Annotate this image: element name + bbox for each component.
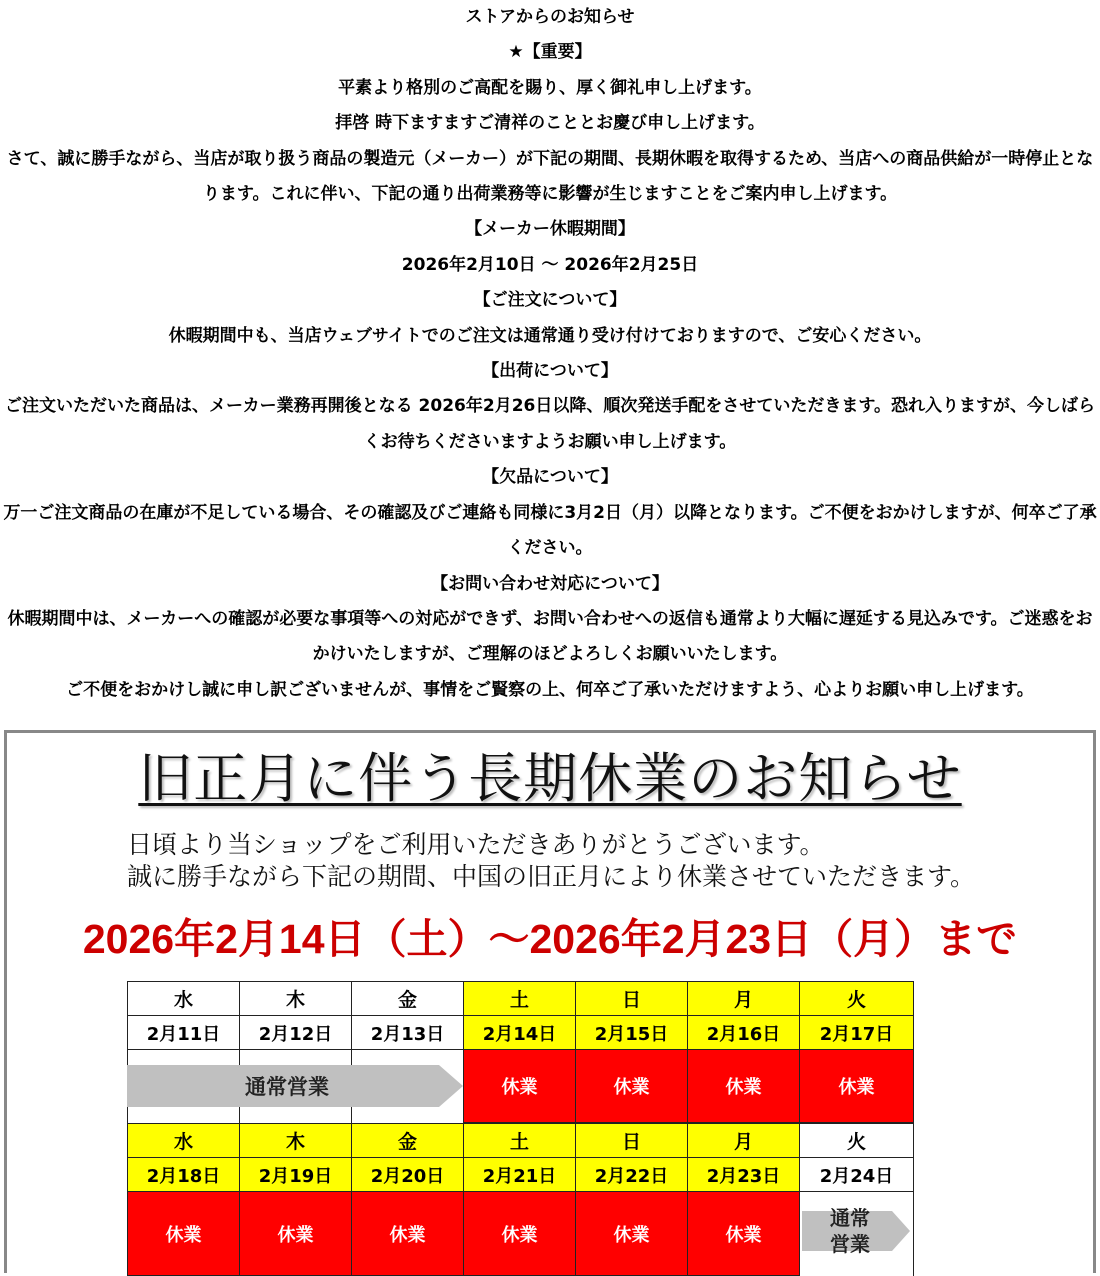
calendar-date: 2月24日 (799, 1157, 914, 1192)
banner-intro (127, 829, 975, 893)
calendar-weekday: 土 (463, 981, 576, 1016)
calendar-date: 2月13日 (351, 1015, 464, 1050)
notice-section-maker-holiday: 【メーカー休暇期間】 (465, 219, 635, 240)
notice-greeting: 平素より格別のご高配を賜り、厚く御礼申し上げます。 (338, 77, 762, 98)
calendar-date: 2月21日 (463, 1157, 576, 1192)
notice-salutation: 拝啓 時下ますますご清祥のこととお慶び申し上げます。 (335, 113, 765, 134)
calendar-date: 2月22日 (575, 1157, 688, 1192)
closed-cell: 休業 (463, 1191, 576, 1276)
calendar-date: 2月19日 (239, 1157, 352, 1192)
banner-intro-line-2: 誠に勝手ながら下記の期間、中国の旧正月により休業させていただきます。 (127, 862, 976, 891)
notice-intro-paragraph: さて、誠に勝手ながら、当店が取り扱う商品の製造元（メーカー）が下記の期間、長期休暇を取得するため、当店への商品供給が一時停止となります。これに伴い、下記の通り出荷業務等に影響が生じますことをご案内申し上げます。 (6, 148, 1094, 205)
calendar-weekday: 金 (351, 1123, 464, 1158)
calendar-date: 2月12日 (239, 1015, 352, 1050)
calendar-weekday: 水 (127, 981, 240, 1016)
notice-section-inquiries: 【お問い合わせ対応について】 (431, 573, 669, 594)
closure-calendar (127, 981, 914, 1276)
calendar-date: 2月17日 (799, 1015, 914, 1050)
calendar-weekday: 木 (239, 981, 352, 1016)
closed-cell: 休業 (575, 1049, 688, 1123)
calendar-weekday: 火 (799, 1123, 914, 1158)
calendar-date: 2月15日 (575, 1015, 688, 1050)
open-label-line-1: 通常 (830, 1206, 870, 1230)
open-label-line-2: 営業 (830, 1232, 870, 1256)
closed-cell: 休業 (239, 1191, 352, 1276)
calendar-weekday: 土 (463, 1123, 576, 1158)
calendar-weekday: 月 (687, 981, 800, 1016)
calendar-date: 2月11日 (127, 1015, 240, 1050)
calendar-date: 2月23日 (687, 1157, 800, 1192)
notice-important-label: ★【重要】 (508, 42, 592, 63)
calendar-weekday: 日 (575, 981, 688, 1016)
calendar-weekday: 日 (575, 1123, 688, 1158)
notice-stockout-text: 万一ご注文商品の在庫が不足している場合、その確認及びご連絡も同様に3月2日（月）以降となります。ご不便をおかけしますが、何卒ご了承ください。 (3, 502, 1097, 559)
closed-cell: 休業 (463, 1049, 576, 1123)
notice-shipping-text: ご注文いただいた商品は、メーカー業務再開後となる 2026年2月26日以降、順次発送手配をさせていただきます。恐れ入りますが、今しばらくお待ちくださいますようお願い申し上げます。 (4, 396, 1096, 452)
calendar-weekday: 月 (687, 1123, 800, 1158)
closed-cell: 休業 (351, 1191, 464, 1276)
notice-closing-text: ご不便をおかけし誠に申し訳ございませんが、事情をご賢察の上、何卒ご了承いただけますよう、心よりお願い申し上げます。 (66, 679, 1034, 700)
closed-cell: 休業 (575, 1191, 688, 1276)
calendar-weekday: 金 (351, 981, 464, 1016)
notice-section-orders: 【ご注文について】 (473, 290, 627, 311)
calendar-date: 2月16日 (687, 1015, 800, 1050)
banner-title (7, 741, 1093, 817)
notice-section-shipping: 【出荷について】 (482, 361, 618, 382)
notice-orders-text: 休暇期間中も、当店ウェブサイトでのご注文は通常通り受け付けておりますので、ご安心ください。 (168, 325, 932, 346)
closed-cell: 休業 (127, 1191, 240, 1276)
banner-title-text: 旧正月に伴う長期休業のお知らせ (138, 747, 962, 810)
open-label: 通常営業 (245, 1075, 329, 1099)
closed-cell: 休業 (799, 1049, 914, 1123)
notice-maker-holiday-dates: 2026年2月10日 〜 2026年2月25日 (401, 254, 699, 275)
holiday-banner (4, 730, 1096, 1273)
calendar-date: 2月14日 (463, 1015, 576, 1050)
calendar-date: 2月20日 (351, 1157, 464, 1192)
calendar-weekday: 木 (239, 1123, 352, 1158)
closed-cell: 休業 (687, 1191, 800, 1276)
closed-cell: 休業 (687, 1049, 800, 1123)
closure-date-range: 2026年2月14日（土）〜2026年2月23日（月）まで (82, 916, 1018, 962)
calendar-weekday: 火 (799, 981, 914, 1016)
calendar-date: 2月18日 (127, 1157, 240, 1192)
banner-intro-line-1: 日頃より当ショップをご利用いただきありがとうございます。 (127, 830, 825, 859)
calendar-weekday: 水 (127, 1123, 240, 1158)
notice-inquiries-text: 休暇期間中は、メーカーへの確認が必要な事項等への対応ができず、お問い合わせへの返信も通常より大幅に遅延する見込みです。ご迷惑をおかけいたしますが、ご理解のほどよろしくお願いいたします。 (7, 608, 1093, 665)
notice-heading: ストアからのお知らせ (465, 7, 635, 27)
notice-section-stockout: 【欠品について】 (482, 467, 618, 488)
open-label (802, 1199, 898, 1263)
